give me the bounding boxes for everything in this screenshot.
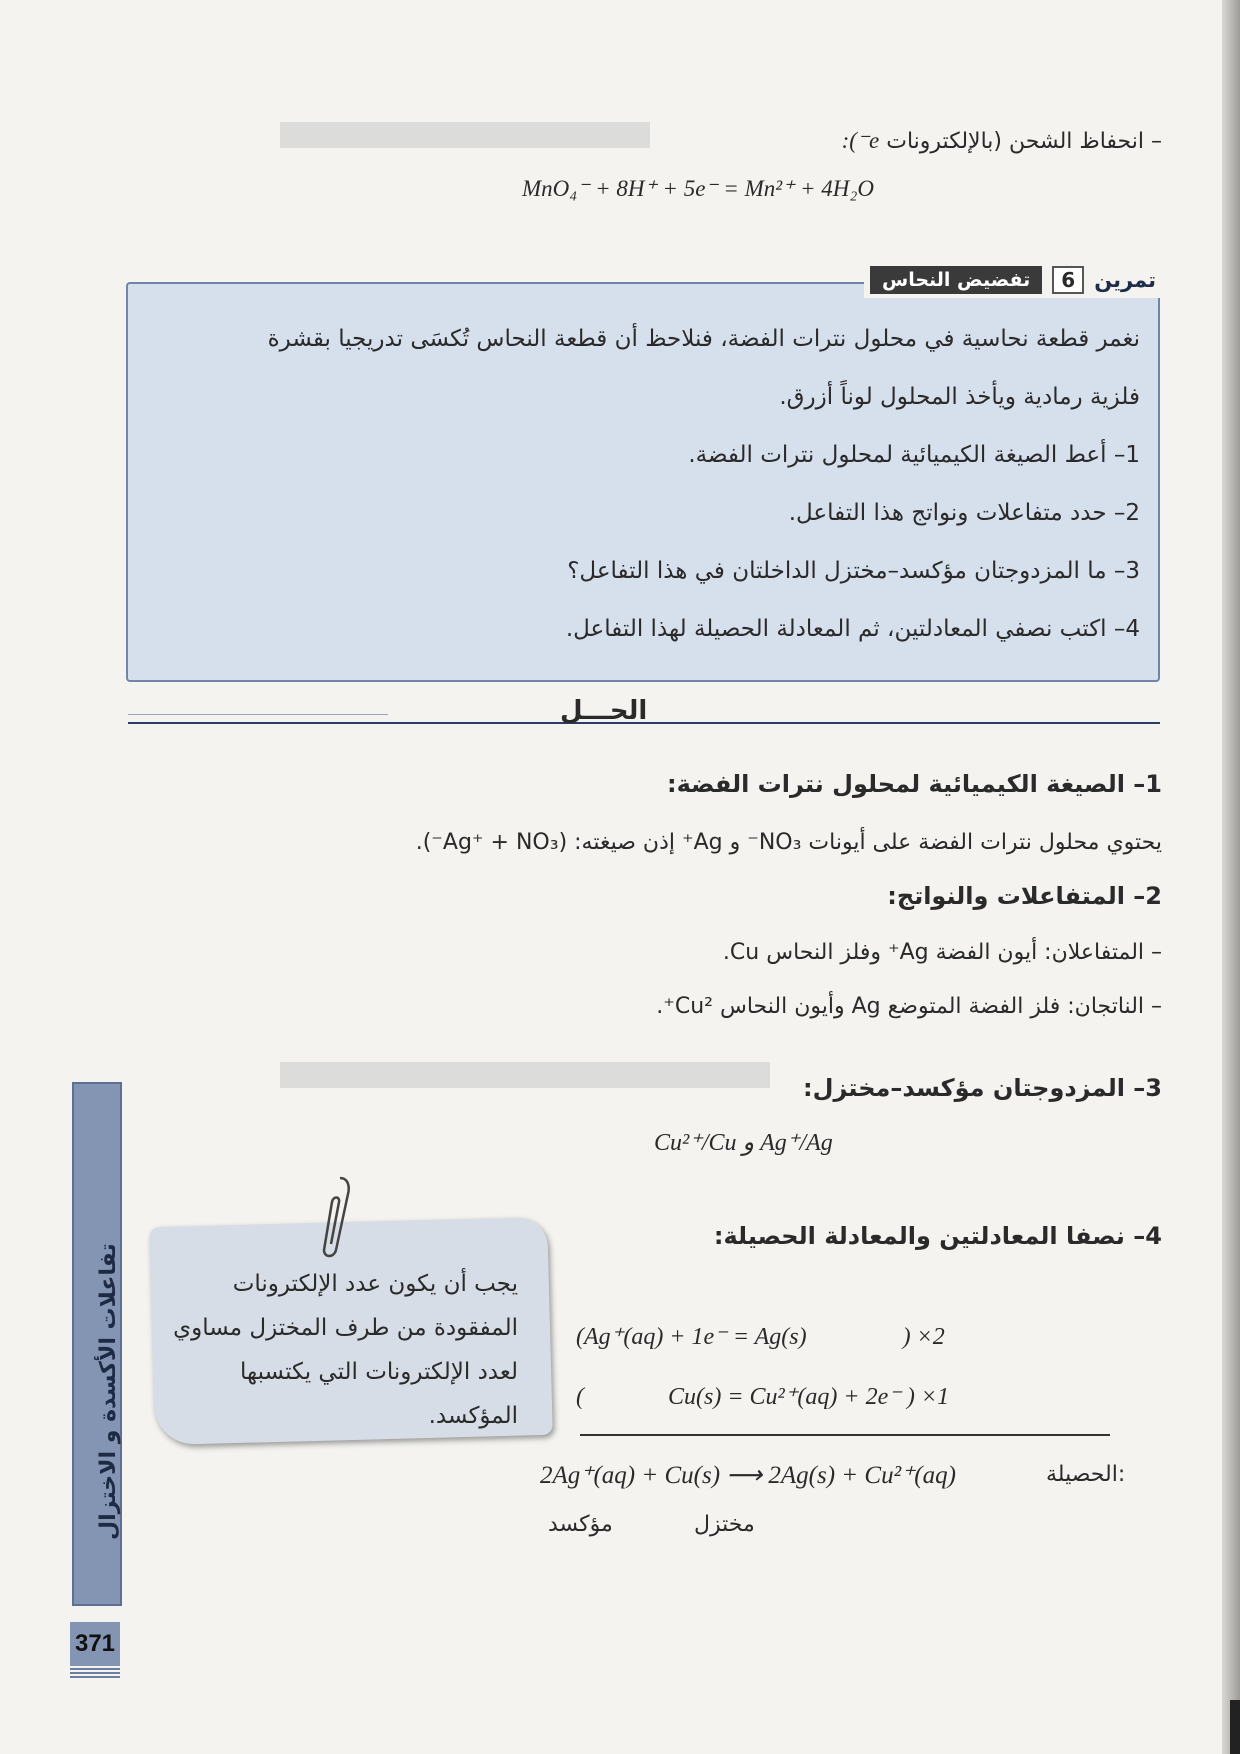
exercise-text-2: فلزية رمادية ويأخذ المحلول لوناً أزرق. bbox=[779, 384, 1140, 410]
q2-products: – الناتجان: فلز الفضة المتوضع Ag وأيون النحاس Cu²⁺. bbox=[656, 994, 1162, 1019]
overall-label: الحصيلة: bbox=[1046, 1462, 1126, 1487]
exercise-question-4: 4– اكتب نصفي المعادلتين، ثم المعادلة الحصيلة لهذا التفاعل. bbox=[565, 616, 1140, 642]
sum-line bbox=[580, 1434, 1110, 1436]
half-equation-1: (Ag⁺(aq) + 1e⁻ = Ag(s) ) ×2 bbox=[576, 1324, 945, 1350]
exercise-question-2: 2– حدد متفاعلات ونواتج هذا التفاعل. bbox=[788, 500, 1140, 526]
tip-note-text: يجب أن يكون عدد الإلكترونات المفقودة من طرف المختزل مساوي لعدد الإلكترونات التي يكتسبها المؤكسد. bbox=[173, 1271, 518, 1429]
exercise-title: تفضيض النحاس bbox=[870, 266, 1042, 294]
page-edge-shadow bbox=[1222, 0, 1240, 1754]
exercise-text-1: نغمر قطعة نحاسية في محلول نترات الفضة، فنلاحظ أن قطعة النحاس تُكسَى تدريجيا بقشرة bbox=[267, 326, 1140, 352]
exercise-number: 6 bbox=[1052, 266, 1084, 294]
charge-conservation-line: – انحفاظ الشحن (بالإلكترونات e⁻): bbox=[841, 128, 1162, 154]
solution-divider-thin bbox=[128, 714, 388, 715]
permanganate-equation: MnO₄⁻ + 8H⁺ + 5e⁻ = Mn²⁺ + 4H₂O bbox=[522, 176, 874, 201]
bleed-through bbox=[280, 122, 650, 148]
overall-equation: 2Ag⁺(aq) + Cu(s) ⟶ 2Ag(s) + Cu²⁺(aq) bbox=[540, 1462, 956, 1489]
half-equation-2: ( Cu(s) = Cu²⁺(aq) + 2e⁻ ) ×1 bbox=[576, 1384, 950, 1410]
exercise-header bbox=[864, 262, 1162, 298]
exercise-question-3: 3– ما المزدوجتان مؤكسد–مختزل الداخلتان في هذا التفاعل؟ bbox=[567, 558, 1140, 584]
bleed-through bbox=[280, 1062, 770, 1088]
exercise-label: تمرين bbox=[1094, 268, 1156, 292]
q4-heading: 4– نصفا المعادلتين والمعادلة الحصيلة: bbox=[713, 1222, 1162, 1250]
chapter-title: تفاعلات الأكسدة و الاختزال bbox=[96, 1243, 121, 1540]
paperclip-icon bbox=[318, 1172, 356, 1264]
q1-heading: 1– الصيغة الكيميائية لمحلول نترات الفضة: bbox=[667, 770, 1162, 798]
reductant-label: مختزل bbox=[694, 1512, 755, 1537]
exercise-question-1: 1– أعط الصيغة الكيميائية لمحلول نترات الفضة. bbox=[688, 442, 1140, 468]
scan-edge-mark bbox=[1230, 1700, 1240, 1754]
q2-reactants: – المتفاعلان: أيون الفضة Ag⁺ وفلز النحاس Cu. bbox=[722, 940, 1162, 965]
q2-heading: 2– المتفاعلات والنواتج: bbox=[887, 882, 1162, 910]
page-number-rule bbox=[70, 1668, 120, 1680]
q3-heading: 3– المزدوجتان مؤكسد–مختزل: bbox=[803, 1074, 1162, 1102]
solution-title: الحـــل bbox=[560, 696, 648, 726]
q1-answer: يحتوي محلول نترات الفضة على أيونات NO₃⁻ و Ag⁺ إذن صيغته: (Ag⁺ + NO₃⁻). bbox=[415, 830, 1162, 855]
redox-pairs: Cu²⁺/Cu و Ag⁺/Ag bbox=[654, 1130, 833, 1156]
page-number: 371 bbox=[70, 1622, 120, 1666]
oxidant-label: مؤكسد bbox=[548, 1512, 613, 1537]
